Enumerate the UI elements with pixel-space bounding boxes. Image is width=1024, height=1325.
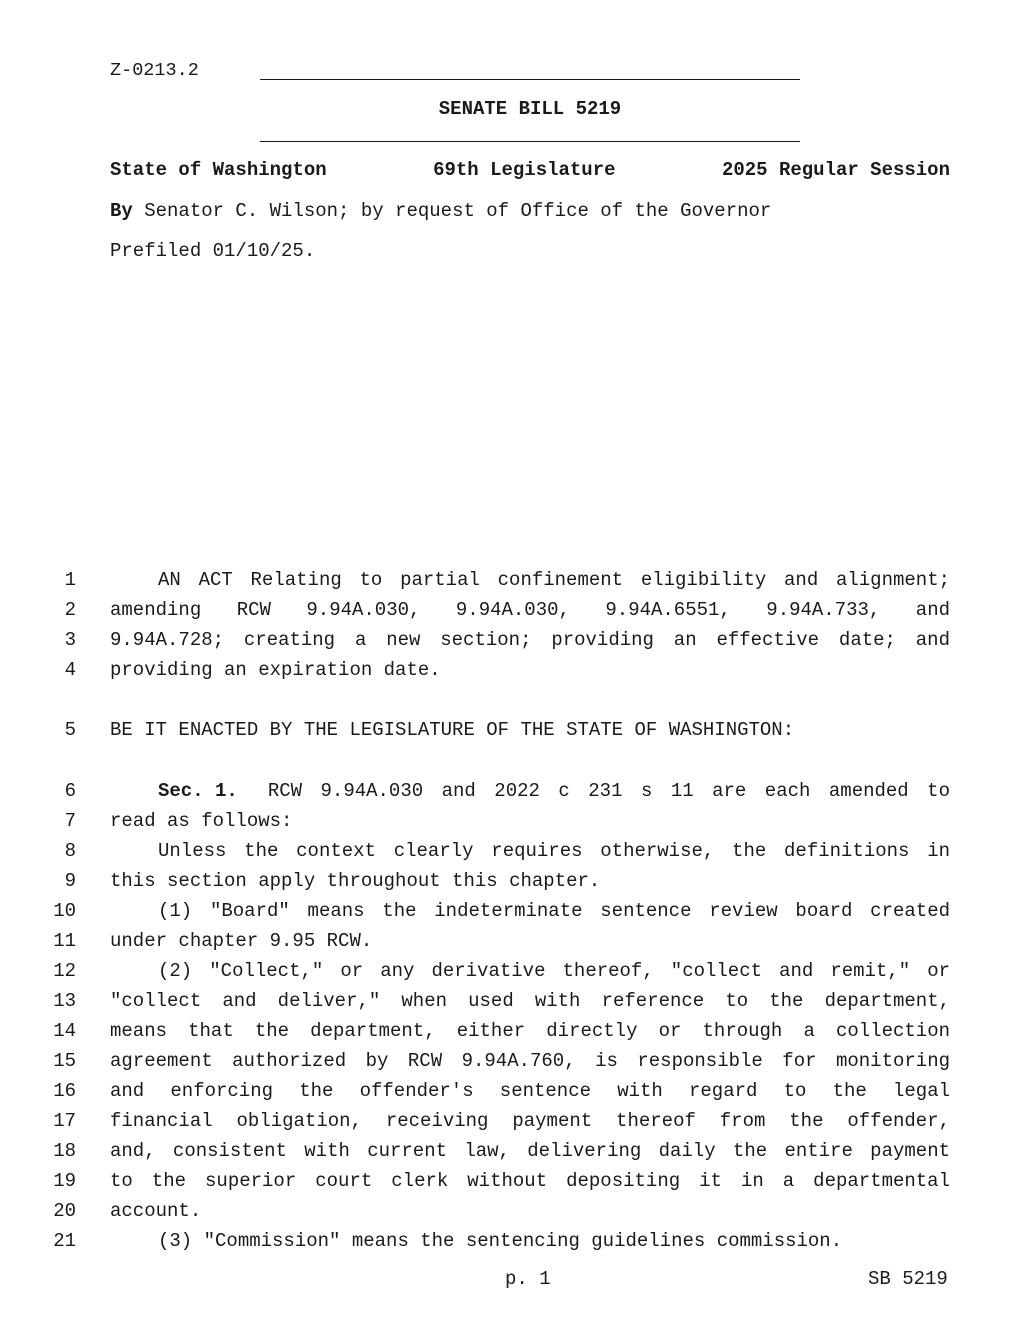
line-number: 16 <box>53 1080 76 1102</box>
session-name: 2025 Regular Session <box>721 159 950 181</box>
bill-line <box>0 900 1024 930</box>
state-name: State of Washington <box>110 159 327 181</box>
line-number: 15 <box>53 1050 76 1072</box>
footer-bill-id: SB 5219 <box>868 1268 948 1290</box>
document-id: Z-0213.2 <box>110 60 199 81</box>
line-number: 19 <box>53 1170 76 1192</box>
line-number: 18 <box>53 1140 76 1162</box>
bill-line <box>0 1140 1024 1170</box>
line-number: 21 <box>53 1230 76 1252</box>
bill-line <box>0 1080 1024 1110</box>
page-number: p. 1 <box>505 1268 551 1290</box>
line-text: to the superior court clerk without depositing it in a departmental <box>110 1170 950 1192</box>
line-text: Unless the context clearly requires otherwise, the definitions in <box>158 840 950 862</box>
line-number: 2 <box>64 599 76 621</box>
line-number: 14 <box>53 1020 76 1042</box>
line-number: 12 <box>53 960 76 982</box>
line-number: 5 <box>64 719 76 741</box>
title-rule-bottom <box>260 141 800 142</box>
bill-line <box>0 810 1024 840</box>
bill-line <box>0 1200 1024 1230</box>
line-text: "collect and deliver," when used with reference to the department, <box>110 990 950 1012</box>
legislature-info-row <box>110 159 950 181</box>
sponsor-line <box>110 200 771 222</box>
line-text: agreement authorized by RCW 9.94A.760, is responsible for monitoring <box>110 1050 950 1072</box>
bill-line <box>0 1050 1024 1080</box>
line-text: AN ACT Relating to partial confinement eligibility and alignment; <box>158 569 950 591</box>
line-number: 6 <box>64 780 76 802</box>
bill-line <box>0 1170 1024 1200</box>
legislature-number: 69th Legislature <box>433 159 616 181</box>
prefiled-date: Prefiled 01/10/25. <box>110 240 316 262</box>
line-text: and, consistent with current law, delivering daily the entire payment <box>110 1140 950 1162</box>
line-number: 17 <box>53 1110 76 1132</box>
section-label: Sec. 1. <box>158 780 238 802</box>
line-text: and enforcing the offender's sentence with regard to the legal <box>110 1080 950 1102</box>
bill-line <box>0 599 1024 629</box>
sponsor-text: Senator C. Wilson; by request of Office of the Governor <box>144 200 772 222</box>
line-number: 8 <box>64 840 76 862</box>
line-text: read as follows: <box>110 810 293 832</box>
line-text: RCW 9.94A.030 and 2022 c 231 s 11 are each amended to <box>267 780 950 802</box>
bill-line <box>0 930 1024 960</box>
bill-line <box>0 840 1024 870</box>
line-number: 11 <box>53 930 76 952</box>
line-number: 3 <box>64 629 76 651</box>
line-number: 13 <box>53 990 76 1012</box>
bill-line <box>0 659 1024 689</box>
bill-line <box>0 719 1024 749</box>
title-rule-top <box>260 79 800 80</box>
line-number: 9 <box>64 870 76 892</box>
section-heading <box>158 780 950 802</box>
line-text: account. <box>110 1200 202 1222</box>
line-text: amending RCW 9.94A.030, 9.94A.030, 9.94A.6551, 9.94A.733, and <box>110 599 950 621</box>
bill-line <box>0 780 1024 810</box>
line-text: (2) "Collect," or any derivative thereof, "collect and remit," or <box>158 960 950 982</box>
line-number: 10 <box>53 900 76 922</box>
sponsor-prefix: By <box>110 200 133 222</box>
bill-line <box>0 1020 1024 1050</box>
bill-line <box>0 960 1024 990</box>
line-number: 7 <box>64 810 76 832</box>
line-text: this section apply throughout this chapter. <box>110 870 601 892</box>
line-number: 20 <box>53 1200 76 1222</box>
line-text: financial obligation, receiving payment thereof from the offender, <box>110 1110 950 1132</box>
line-text: 9.94A.728; creating a new section; providing an effective date; and <box>110 629 950 651</box>
line-text: under chapter 9.95 RCW. <box>110 930 373 952</box>
line-text: means that the department, either directly or through a collection <box>110 1020 950 1042</box>
enacting-clause: BE IT ENACTED BY THE LEGISLATURE OF THE STATE OF WASHINGTON: <box>110 719 795 741</box>
bill-line <box>0 1110 1024 1140</box>
line-number: 1 <box>64 569 76 591</box>
line-text: (3) "Commission" means the sentencing guidelines commission. <box>158 1230 843 1252</box>
line-text: (1) "Board" means the indeterminate sentence review board created <box>158 900 950 922</box>
bill-line <box>0 990 1024 1020</box>
bill-line <box>0 569 1024 599</box>
line-text: providing an expiration date. <box>110 659 441 681</box>
line-number: 4 <box>64 659 76 681</box>
bill-title: SENATE BILL 5219 <box>438 98 622 120</box>
bill-line <box>0 1230 1024 1260</box>
bill-line <box>0 870 1024 900</box>
bill-line <box>0 629 1024 659</box>
